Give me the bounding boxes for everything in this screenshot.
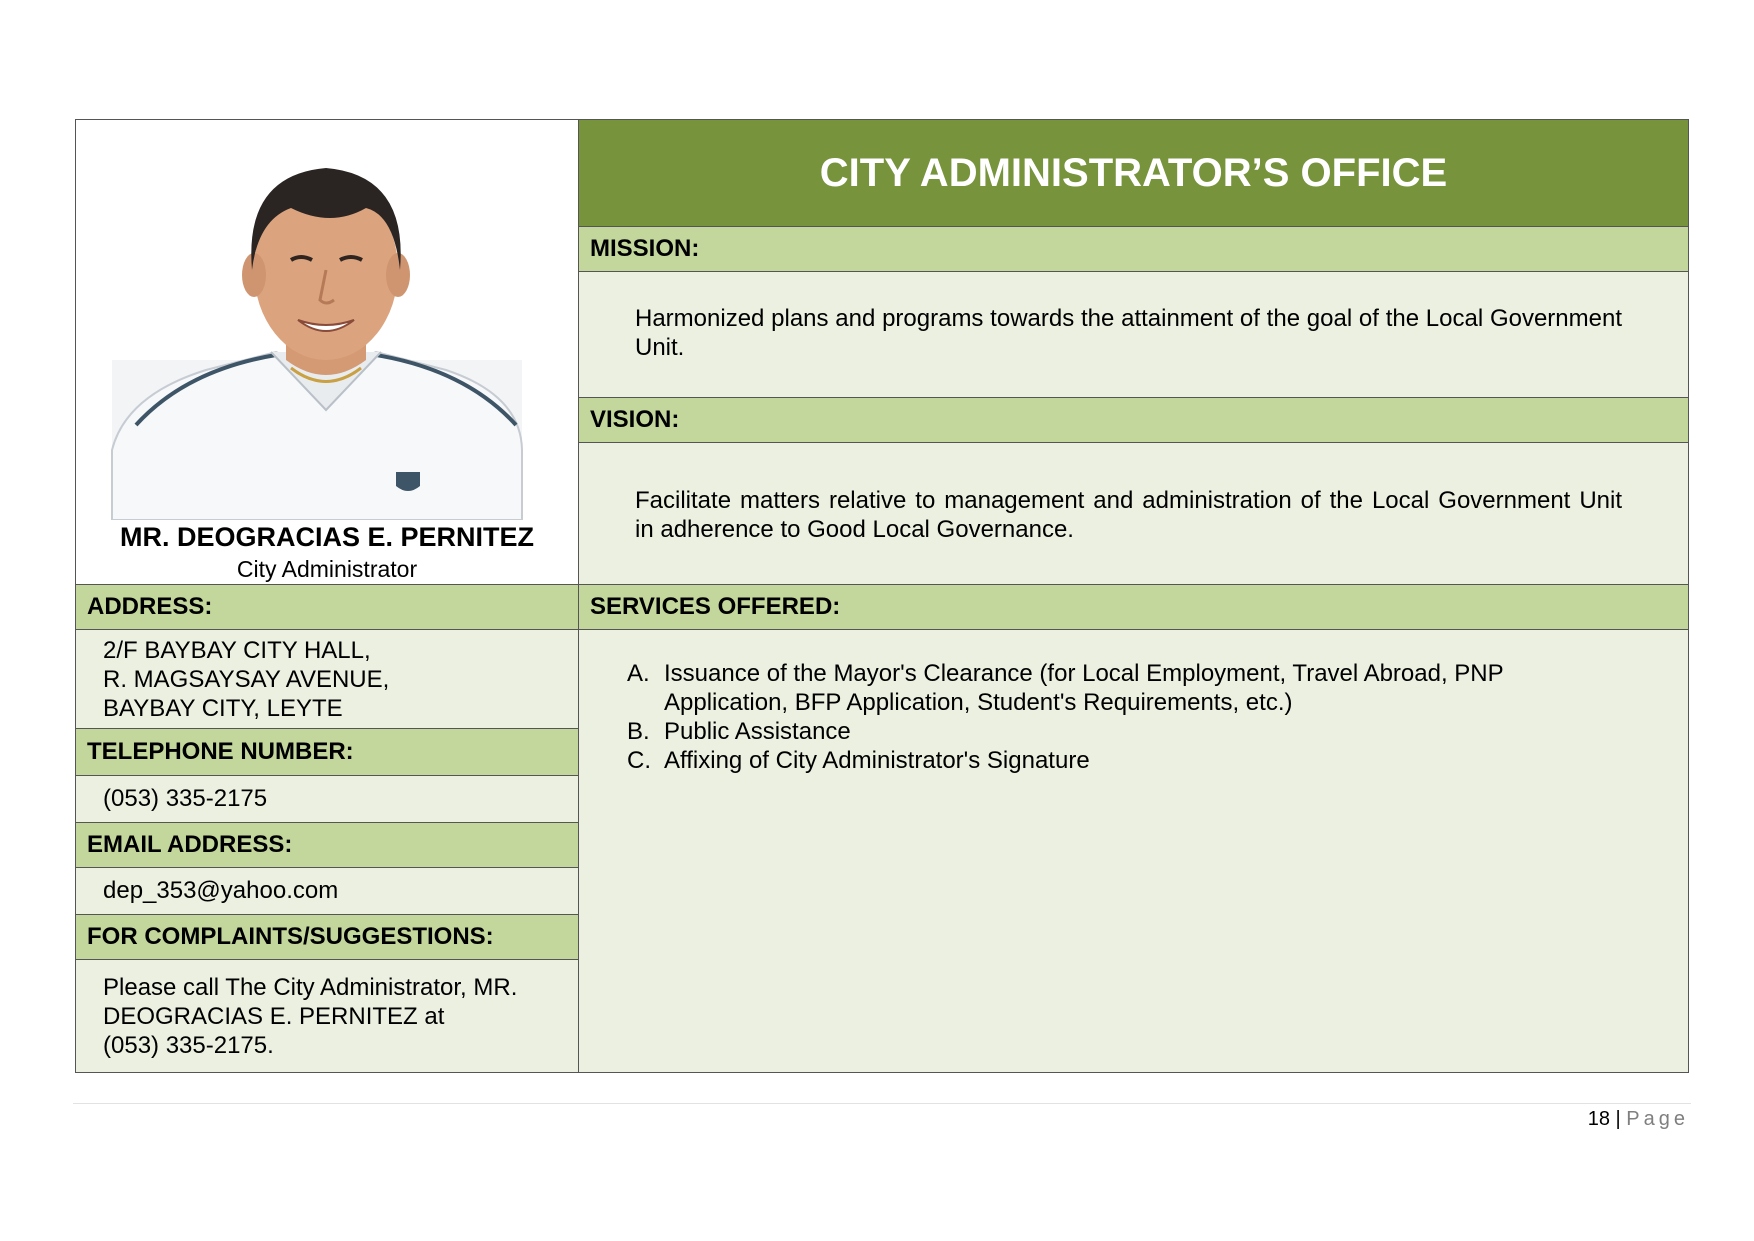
office-profile-table: [75, 119, 1689, 1073]
contact-column: [76, 120, 579, 1072]
services-section: [579, 630, 1688, 1072]
service-item: [627, 659, 1568, 717]
official-position: City Administrator: [236, 556, 418, 582]
page-number: 18: [1587, 1108, 1610, 1130]
page-separator: |: [1615, 1108, 1621, 1130]
complaints-line: (053) 335-2175.: [103, 1032, 274, 1059]
office-title: CITY ADMINISTRATOR’S OFFICE: [579, 120, 1688, 226]
page-label: Page: [1626, 1108, 1689, 1130]
service-text: Issuance of the Mayor's Clearance (for Local Employment, Travel Abroad, PNP Application, BFP Application, Student's Requirements, etc.): [664, 660, 1504, 716]
footer-divider: [73, 1103, 1691, 1104]
complaints-value: [76, 960, 578, 1072]
address-line: 2/F BAYBAY CITY HALL,: [103, 637, 371, 664]
mission-text: Harmonized plans and programs towards the attainment of the goal of the Local Government Unit.: [635, 305, 1622, 361]
service-item: [627, 746, 1568, 775]
official-name: MR. DEOGRACIAS E. PERNITEZ: [119, 522, 535, 552]
email-value: dep_353@yahoo.com: [76, 868, 578, 914]
email-label: EMAIL ADDRESS:: [76, 822, 578, 868]
service-letter: B.: [627, 718, 650, 745]
address-label: ADDRESS:: [76, 584, 578, 630]
page-footer: [1588, 1108, 1689, 1131]
service-letter: C.: [627, 747, 651, 774]
services-label: SERVICES OFFERED:: [579, 584, 1688, 630]
mission-label: MISSION:: [579, 226, 1688, 272]
official-portrait: [76, 120, 579, 520]
service-text: Public Assistance: [664, 718, 851, 745]
address-line: BAYBAY CITY, LEYTE: [103, 695, 343, 722]
vision-section: [579, 443, 1688, 584]
official-profile: [76, 120, 578, 584]
telephone-value: (053) 335-2175: [76, 776, 578, 822]
complaints-line: DEOGRACIAS E. PERNITEZ at: [103, 1003, 445, 1030]
office-column: [579, 120, 1688, 1072]
vision-label: VISION:: [579, 397, 1688, 443]
telephone-label: TELEPHONE NUMBER:: [76, 728, 578, 776]
services-list: [627, 659, 1568, 775]
service-letter: A.: [627, 660, 650, 687]
address-value: [76, 630, 578, 728]
vision-text: Facilitate matters relative to management and administration of the Local Government Unit in adherence to Good Local Governance.: [635, 487, 1622, 543]
address-line: R. MAGSAYSAY AVENUE,: [103, 666, 390, 693]
mission-section: [579, 272, 1688, 397]
complaints-label: FOR COMPLAINTS/SUGGESTIONS:: [76, 914, 578, 960]
service-text: Affixing of City Administrator's Signature: [664, 747, 1090, 774]
service-item: [627, 717, 1568, 746]
complaints-line: Please call The City Administrator, MR.: [103, 974, 518, 1001]
